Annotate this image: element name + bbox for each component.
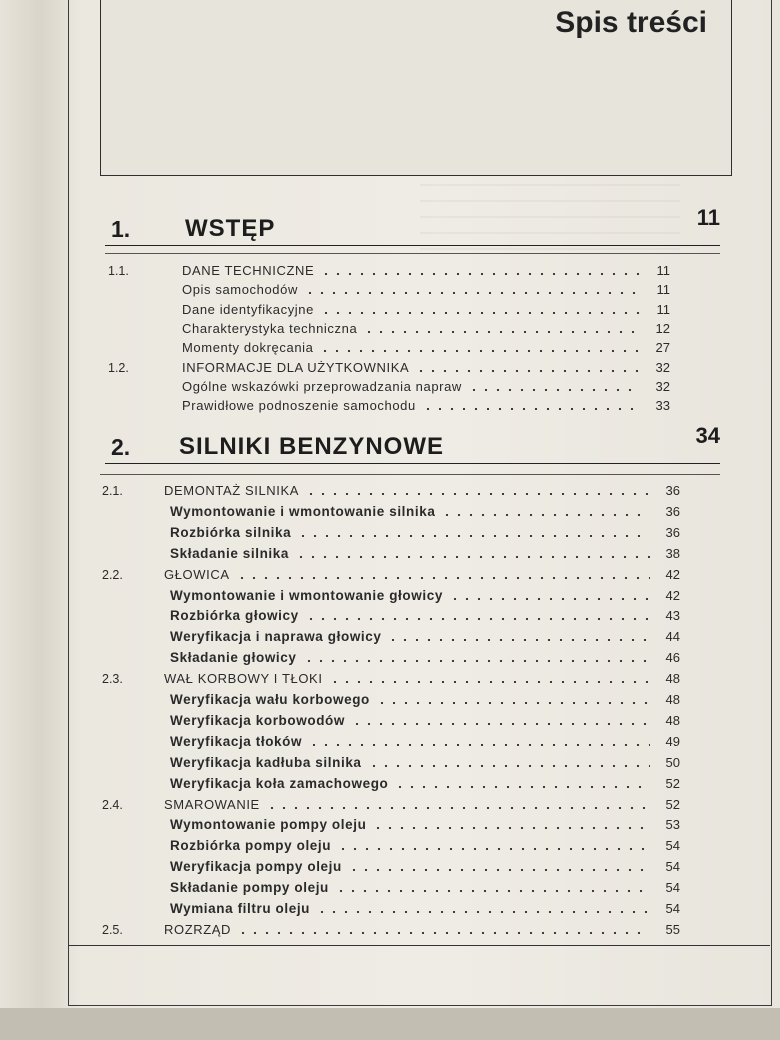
toc-entry-label: INFORMACJE DLA UŻYTKOWNIKA: [182, 359, 410, 375]
toc-entry-label: Weryfikacja tłoków: [170, 733, 303, 749]
toc-entry-page: 50: [665, 754, 680, 770]
toc-leader-dots: [329, 681, 650, 683]
toc-entry: [102, 478, 680, 498]
toc-leader-dots: [320, 312, 640, 314]
section-page: 34: [695, 423, 720, 448]
toc-leader-dots: [363, 331, 640, 333]
toc-entry-number: 2.1.: [102, 484, 123, 498]
toc-entry-page: 52: [665, 796, 680, 812]
section-divider: [100, 474, 720, 475]
toc-entry-page: 54: [665, 901, 680, 916]
toc-entry-label: Rozbiórka silnika: [170, 524, 292, 540]
toc-entry: [182, 277, 670, 297]
section-title: SILNIKI BENZYNOWE: [179, 433, 445, 460]
toc-entry: [170, 687, 680, 707]
toc-entry: [170, 499, 680, 519]
toc-entry-label: Składanie głowicy: [170, 650, 297, 666]
toc-entry-page: 53: [665, 817, 680, 833]
toc-entry-label: Rozbiórka głowicy: [170, 608, 299, 624]
toc-entry-page: 36: [665, 524, 680, 540]
toc-entry-label: Weryfikacja pompy oleju: [170, 859, 342, 875]
toc-entry-label: Dane identyfikacyjne: [182, 301, 314, 317]
toc-entry-label: Prawidłowe podnoszenie samochodu: [182, 398, 416, 414]
toc-entry-label: SMAROWANIE: [164, 796, 260, 812]
toc-entry-label: Opis samochodów: [182, 282, 298, 298]
toc-leader-dots: [304, 292, 640, 294]
section-divider: [105, 253, 720, 254]
toc-entry-page: 55: [665, 921, 680, 937]
toc-leader-dots: [236, 577, 650, 579]
toc-entry-label: Wymontowanie pompy oleju: [170, 817, 367, 833]
toc-leader-dots: [415, 370, 640, 372]
section-number: 2.: [111, 434, 131, 460]
toc-entry-page: 54: [665, 838, 680, 854]
toc-entry-label: ROZRZĄD: [164, 921, 232, 937]
toc-entry-label: Wymontowanie i wmontowanie głowicy: [170, 587, 443, 603]
toc-entry-page: 12: [655, 320, 670, 336]
toc-entry-number: 1.1.: [108, 264, 129, 278]
toc-entry-page: 33: [655, 398, 670, 414]
toc-entry: [170, 833, 680, 853]
toc-entry-page: 44: [665, 629, 680, 645]
toc-leader-dots: [372, 827, 650, 829]
toc-leader-dots: [335, 890, 650, 892]
toc-entry-label: Rozbiórka pompy oleju: [170, 838, 332, 854]
previous-page-edge: [0, 0, 41, 1040]
toc-entry-number: 2.3.: [102, 672, 123, 687]
toc-entry: [182, 374, 670, 394]
toc-leader-dots: [449, 598, 650, 600]
toc-leader-dots: [337, 848, 650, 850]
toc-entry-page: 48: [665, 692, 680, 707]
toc-entry-label: Weryfikacja koła zamachowego: [170, 775, 389, 791]
toc-leader-dots: [394, 786, 650, 788]
toc-entry-page: 32: [655, 378, 670, 394]
toc-entry-label: GŁOWICA: [164, 566, 230, 582]
toc-entry-page: 48: [665, 712, 680, 728]
toc-entry: [170, 708, 680, 728]
toc-leader-dots: [305, 493, 650, 495]
toc-entry-page: 11: [656, 263, 670, 278]
toc-entry: [170, 624, 680, 644]
toc-leader-dots: [320, 273, 640, 275]
toc-entry-page: 38: [665, 545, 680, 561]
toc-entry: [170, 875, 680, 895]
toc-entry-page: 54: [665, 880, 680, 896]
toc-entry: [170, 812, 680, 832]
toc-leader-dots: [368, 765, 650, 767]
toc-entry: [182, 297, 670, 317]
toc-entry: [182, 393, 670, 413]
toc-entry-page: 42: [665, 587, 680, 603]
table-surface: [0, 1008, 780, 1040]
toc-leader-dots: [387, 639, 650, 641]
toc-entry-page: 48: [665, 671, 680, 687]
toc-leader-dots: [468, 389, 640, 391]
toc-entry-page: 42: [665, 566, 680, 582]
toc-entry-page: 49: [665, 733, 680, 749]
toc-entry-page: 36: [665, 503, 680, 519]
toc-entry-label: Wymiana filtru oleju: [170, 901, 311, 916]
toc-entry-label: Charakterystyka techniczna: [182, 320, 358, 336]
toc-entry-page: 32: [655, 359, 670, 375]
section-page: 11: [696, 205, 720, 230]
toc-entry-label: WAŁ KORBOWY I TŁOKI: [164, 671, 323, 687]
toc-entry-page: 43: [665, 608, 680, 624]
section-heading-1: [105, 205, 720, 246]
toc-leader-dots: [308, 744, 650, 746]
toc-entry-page: 52: [665, 775, 680, 791]
toc-entry-label: Weryfikacja wału korbowego: [170, 692, 370, 707]
toc-entry-label: DEMONTAŻ SILNIKA: [164, 483, 300, 498]
bottom-rule: [68, 945, 770, 946]
toc-leader-dots: [295, 556, 650, 558]
toc-entry: [170, 603, 680, 623]
toc-entry: [108, 258, 670, 278]
section-number: 1.: [111, 216, 131, 242]
toc-entry-label: Składanie silnika: [170, 545, 290, 561]
toc-entry: [108, 355, 670, 375]
toc-entry-label: Weryfikacja i naprawa głowicy: [170, 629, 382, 645]
toc-entry: [170, 583, 680, 603]
toc-entry-label: DANE TECHNICZNE: [182, 263, 315, 278]
toc-leader-dots: [348, 869, 650, 871]
toc-entry: [170, 854, 680, 874]
toc-leader-dots: [351, 723, 650, 725]
toc-entry-page: 27: [655, 340, 670, 356]
header-box: [100, 0, 732, 176]
toc-entry: [170, 541, 680, 561]
toc-leader-dots: [376, 702, 650, 704]
toc-entry: [170, 771, 680, 791]
toc-entry-label: Wymontowanie i wmontowanie silnika: [170, 503, 436, 519]
toc-entry-number: 2.2.: [102, 567, 123, 582]
toc-entry-number: 2.4.: [102, 797, 123, 812]
toc-entry-number: 1.2.: [108, 360, 129, 375]
toc-leader-dots: [305, 618, 650, 620]
toc-entry-page: 11: [656, 282, 670, 298]
section-heading-2: [105, 423, 720, 464]
toc-entry-label: Składanie pompy oleju: [170, 880, 329, 896]
toc-leader-dots: [422, 408, 640, 410]
toc-entry: [170, 896, 680, 916]
toc-entry: [102, 917, 680, 937]
toc-entry-page: 11: [656, 301, 670, 317]
toc-entry-page: 36: [665, 483, 680, 498]
toc-entry-label: Ogólne wskazówki przeprowadzania napraw: [182, 378, 462, 394]
toc-entry-label: Momenty dokręcania: [182, 340, 314, 356]
toc-entry: [102, 792, 680, 812]
toc-leader-dots: [316, 911, 650, 913]
toc-entry: [170, 750, 680, 770]
toc-leader-dots: [237, 932, 650, 934]
toc-leader-dots: [266, 807, 650, 809]
toc-entry: [102, 666, 680, 687]
toc-entry: [182, 335, 670, 355]
toc-entry: [170, 729, 680, 749]
toc-entry-label: Weryfikacja korbowodów: [170, 712, 345, 728]
toc-entry-number: 2.5.: [102, 922, 123, 937]
toc-entry: [182, 316, 670, 336]
toc-entry-page: 54: [665, 859, 680, 875]
toc-entry: [170, 645, 680, 665]
toc-entry: [170, 520, 680, 540]
toc-leader-dots: [297, 535, 650, 537]
toc-entry-page: 46: [665, 650, 680, 666]
toc-leader-dots: [303, 660, 651, 662]
section-title: WSTĘP: [185, 215, 276, 242]
toc-leader-dots: [441, 514, 650, 516]
page-title: Spis treści: [555, 6, 707, 39]
toc-leader-dots: [319, 350, 640, 352]
toc-entry: [102, 562, 680, 582]
toc-entry-label: Weryfikacja kadłuba silnika: [170, 754, 362, 770]
